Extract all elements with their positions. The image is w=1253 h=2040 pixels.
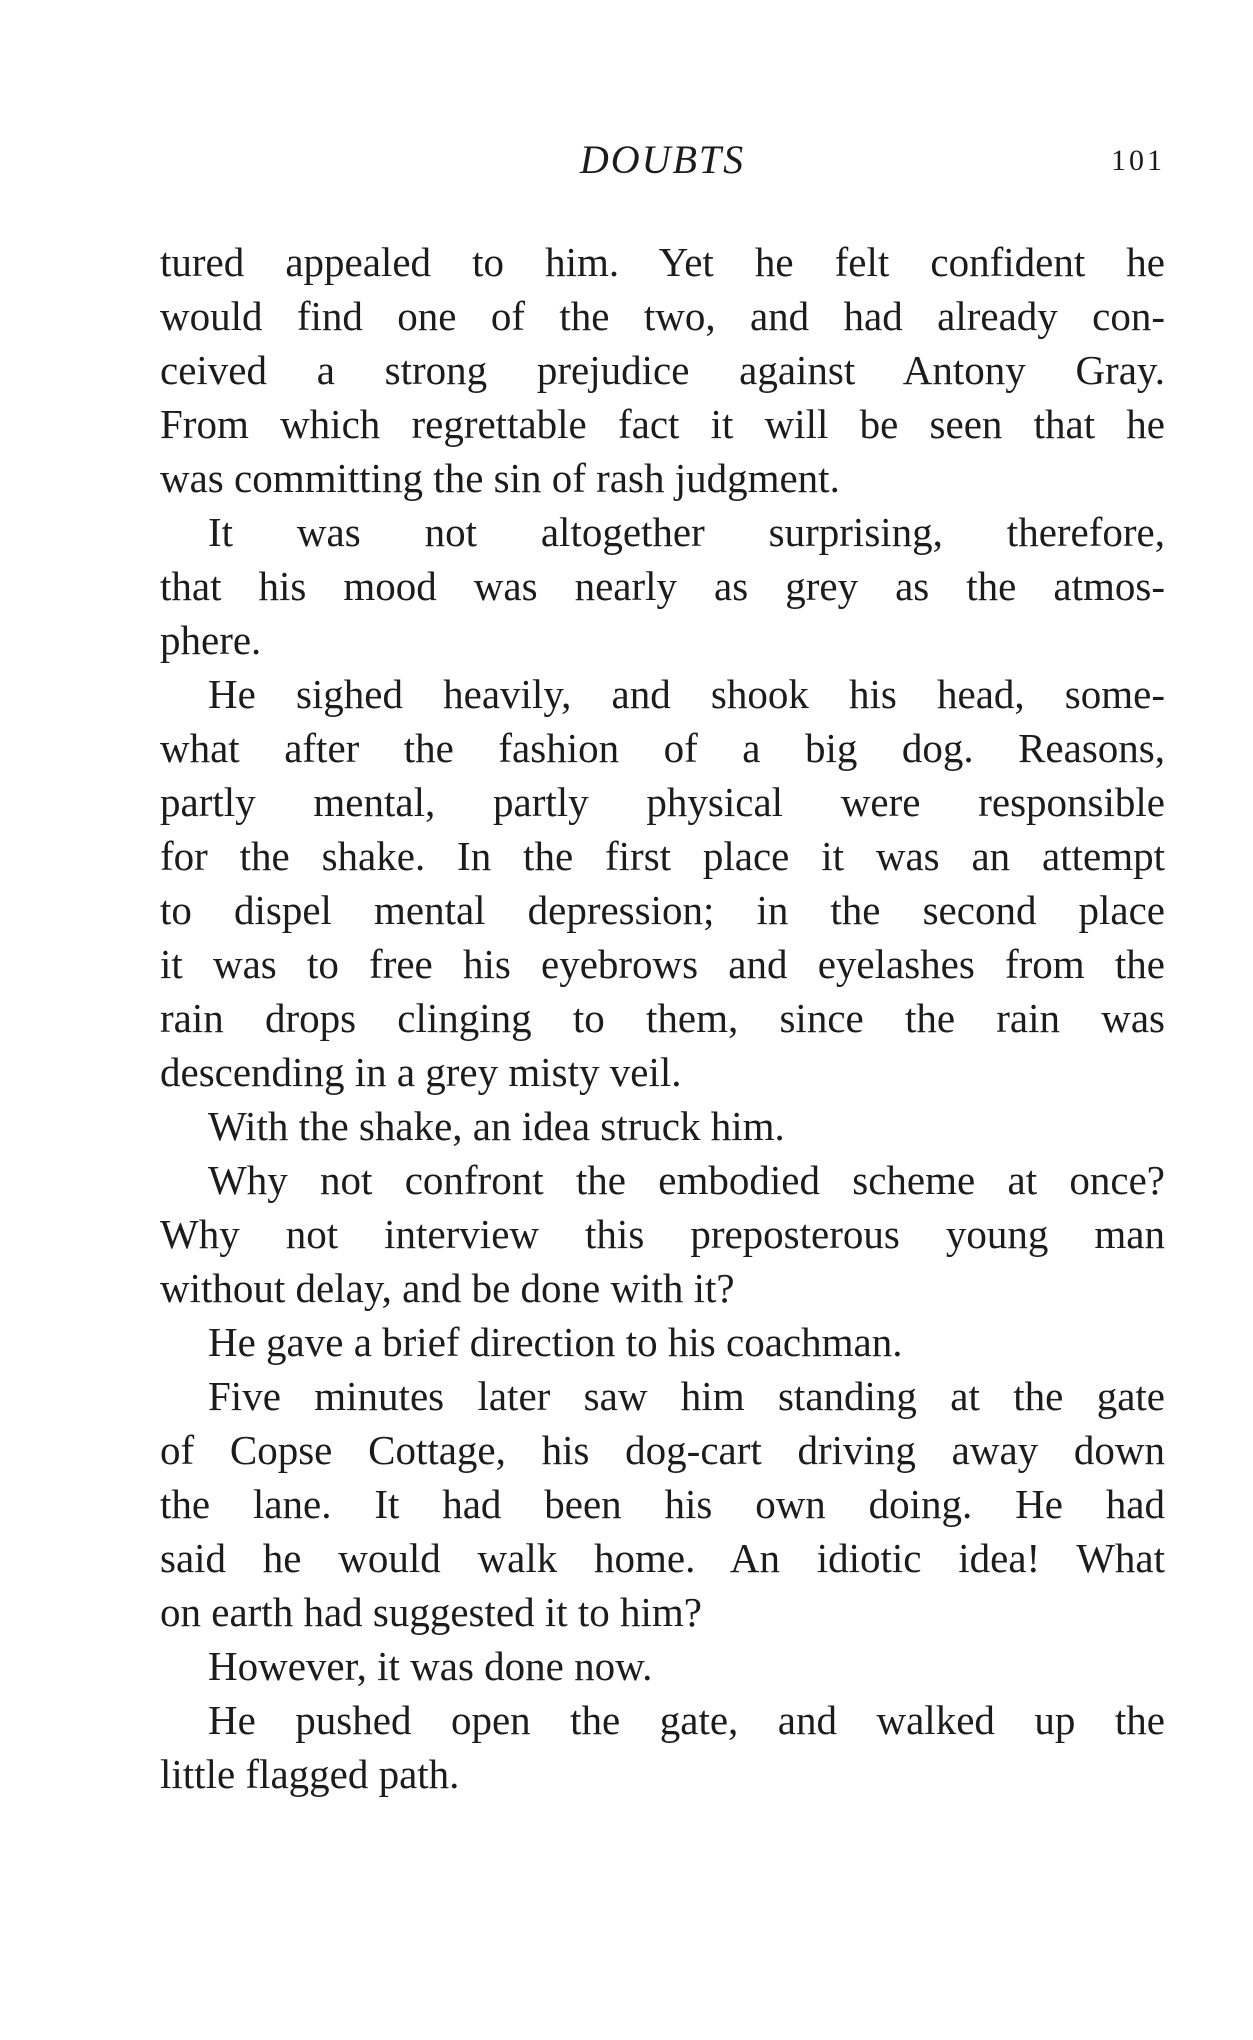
text-line: Why not interview this preposterous young man (160, 1211, 1165, 1257)
text-line: rain drops clinging to them, since the rain was (160, 995, 1165, 1041)
text-line: From which regrettable fact it will be seen that he (160, 401, 1165, 447)
text-line: partly mental, partly physical were responsible (160, 779, 1165, 825)
text-line: said he would walk home. An idiotic idea! What (160, 1535, 1165, 1581)
text-line: descending in a grey misty veil. (160, 1049, 682, 1095)
running-title: DOUBTS (579, 137, 746, 182)
running-head (160, 136, 1165, 186)
text-line: that his mood was nearly as grey as the atmos- (160, 563, 1165, 609)
text-line: what after the fashion of a big dog. Reasons, (160, 725, 1165, 771)
body-text (160, 235, 1165, 1801)
text-line: He pushed open the gate, and walked up the (208, 1697, 1165, 1743)
text-line: without delay, and be done with it? (160, 1265, 735, 1311)
text-line: of Copse Cottage, his dog-cart driving away down (160, 1427, 1165, 1473)
text-line: Why not confront the embodied scheme at once? (208, 1157, 1165, 1203)
page-number: 101 (1111, 144, 1165, 177)
text-line: the lane. It had been his own doing. He had (160, 1481, 1165, 1527)
text-line: on earth had suggested it to him? (160, 1589, 702, 1635)
text-line: However, it was done now. (208, 1643, 653, 1689)
text-line: little flagged path. (160, 1751, 460, 1797)
text-line: Five minutes later saw him standing at the gate (208, 1373, 1165, 1419)
text-line: He sighed heavily, and shook his head, some- (208, 671, 1165, 717)
text-line: phere. (160, 617, 262, 663)
text-line: was committing the sin of rash judgment. (160, 455, 840, 501)
text-line: It was not altogether surprising, therefore, (208, 509, 1165, 555)
text-line: would find one of the two, and had already con- (160, 293, 1165, 339)
text-line: it was to free his eyebrows and eyelashes from the (160, 941, 1165, 987)
text-line: ceived a strong prejudice against Antony Gray. (160, 347, 1165, 393)
text-line: He gave a brief direction to his coachman. (208, 1319, 903, 1365)
text-line: to dispel mental depression; in the second place (160, 887, 1165, 933)
text-line: tured appealed to him. Yet he felt confident he (160, 239, 1165, 285)
text-line: for the shake. In the first place it was an attempt (160, 833, 1165, 879)
text-line: With the shake, an idea struck him. (208, 1103, 785, 1149)
